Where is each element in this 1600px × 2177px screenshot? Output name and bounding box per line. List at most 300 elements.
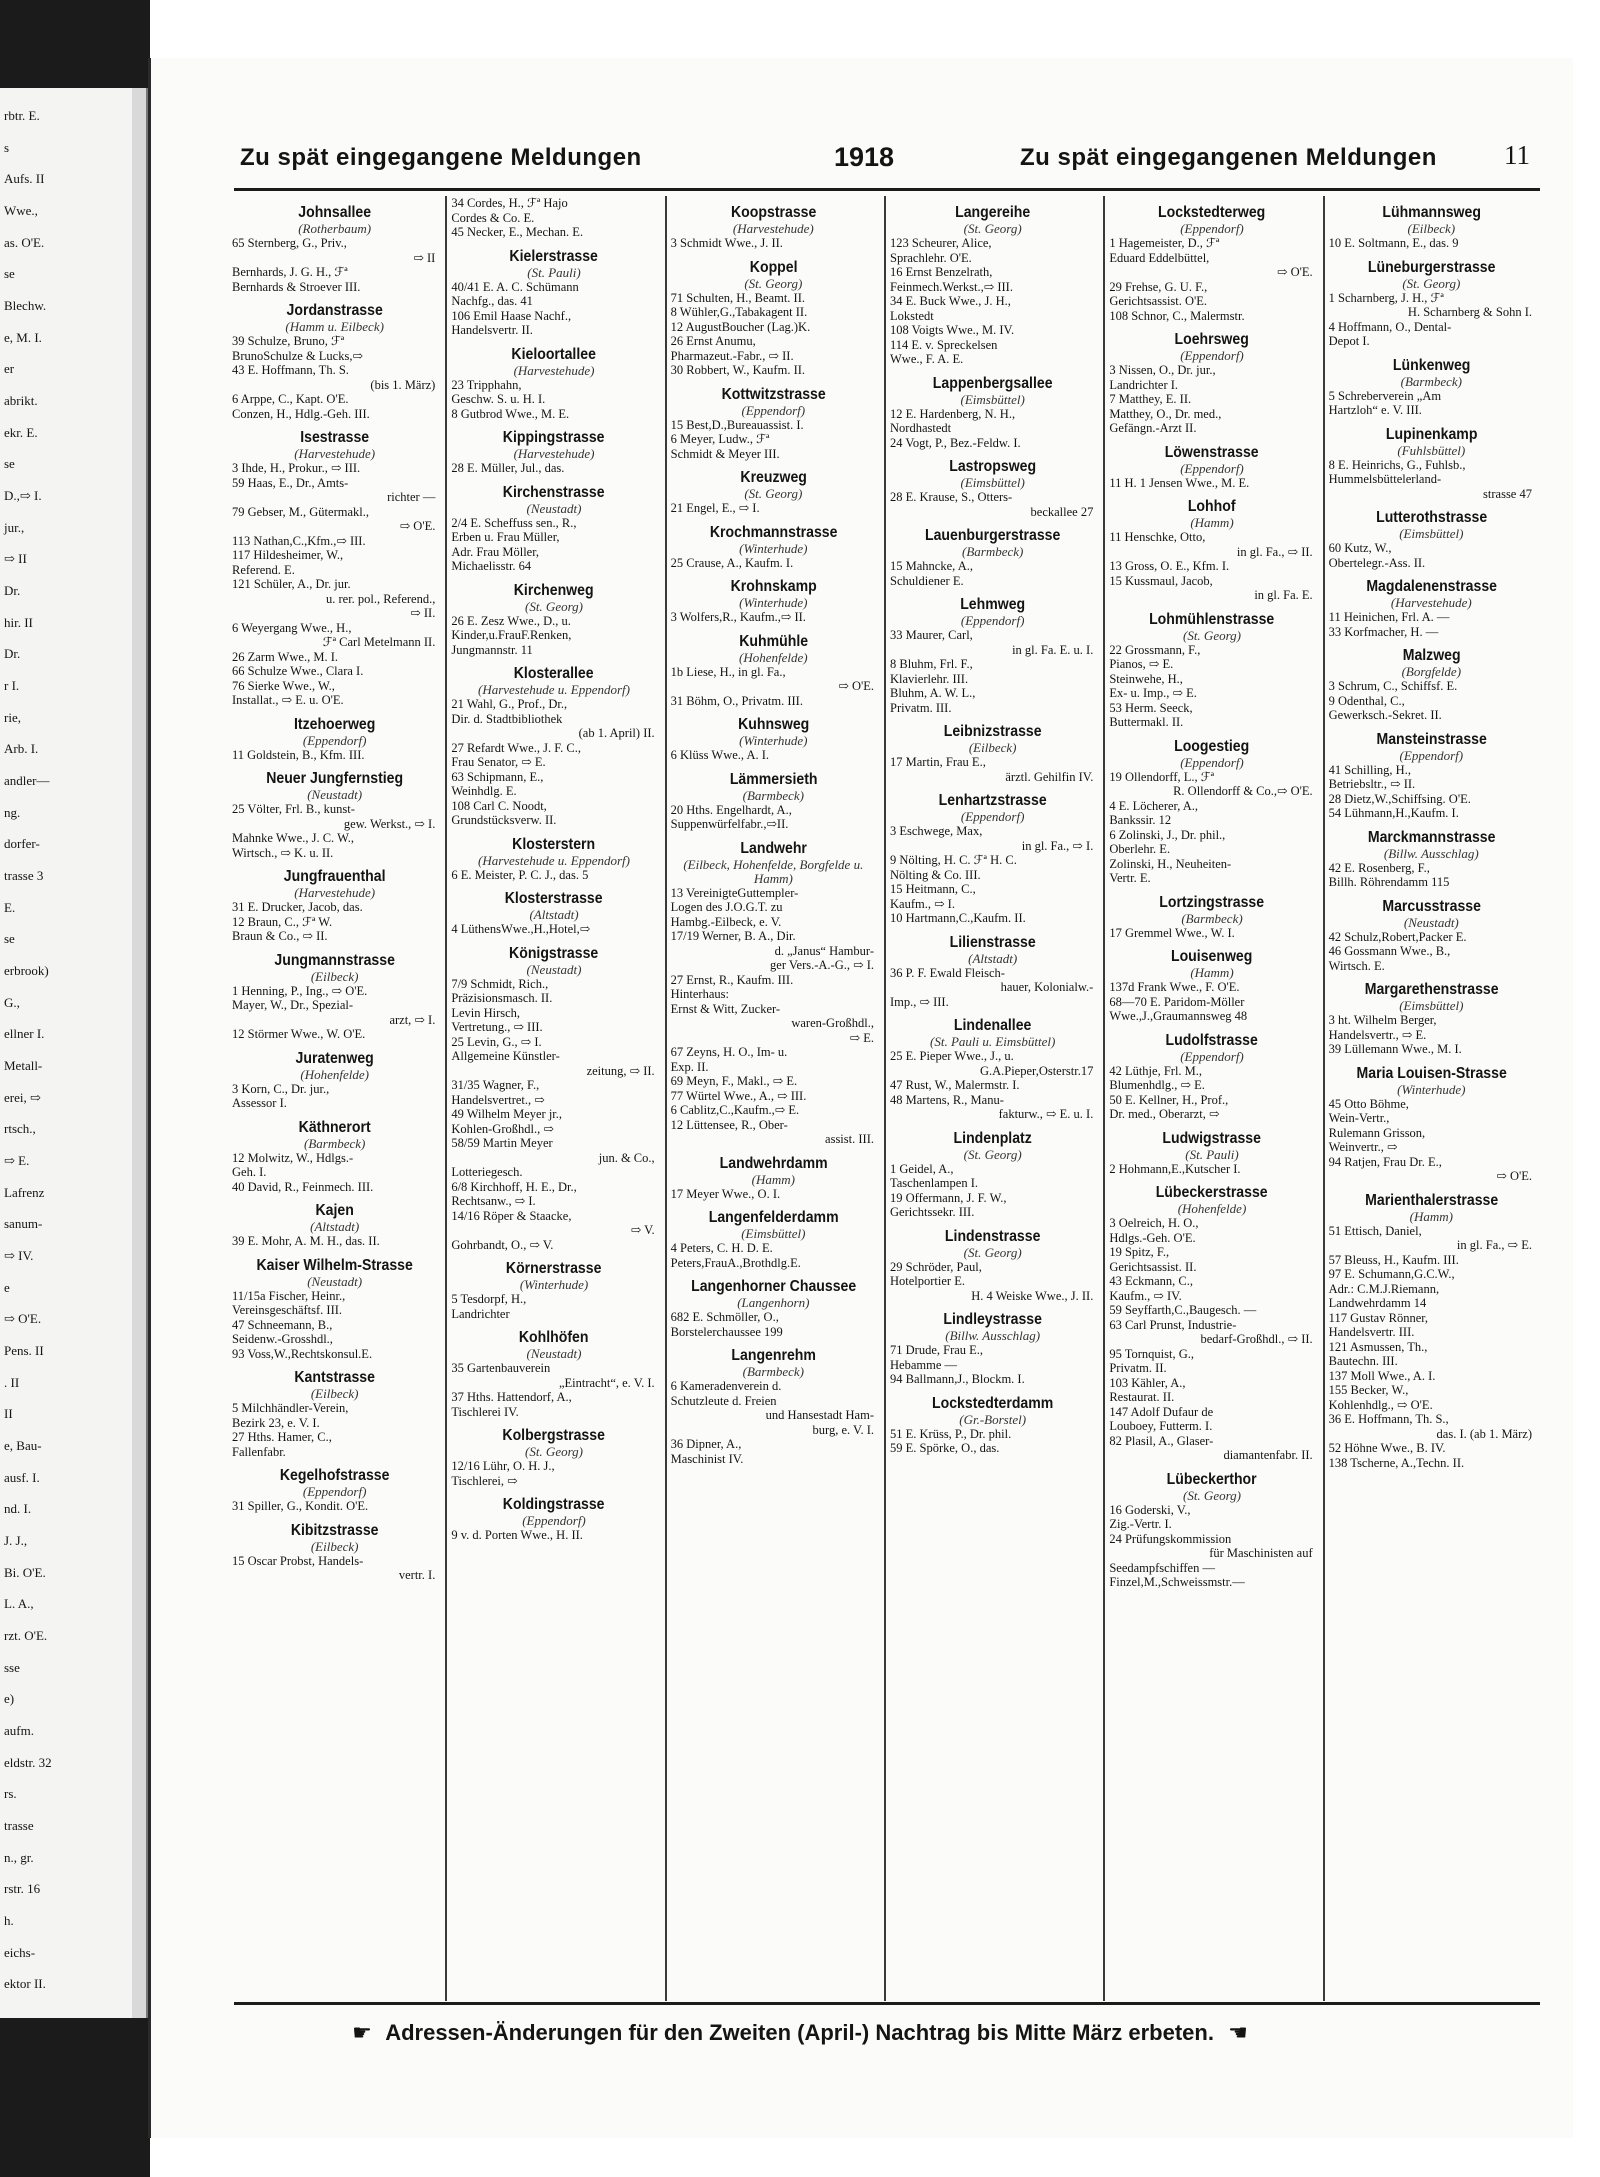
address-entry: Bankssir. 12	[1109, 813, 1172, 827]
previous-page-fragment: se	[4, 456, 15, 472]
district-label: (Winterhude)	[739, 540, 808, 556]
district-label: (Langenhorn)	[737, 1295, 810, 1310]
district-label: (Neustadt)	[526, 961, 582, 977]
header-right-title: Zu spät eingegangenen Meldungen	[1020, 144, 1437, 171]
address-entry: 4 Hoffmann, O., Dental-	[1328, 319, 1452, 334]
address-entry: 25 Crause, A., Kaufm. I.	[670, 555, 794, 570]
entry-continuation: (ab 1. April) II.	[578, 726, 655, 740]
address-entry: 95 Tornquist, G.,	[1109, 1346, 1194, 1361]
previous-page-fragment: rie,	[4, 709, 21, 725]
address-entry: Restaurat. II.	[1109, 1390, 1175, 1404]
address-entry: 16 Goderski, V.,	[1109, 1502, 1191, 1517]
address-entry: 40/41 E. A. C. Schümann	[451, 279, 579, 294]
street-heading: Kippingstrasse	[503, 429, 605, 446]
previous-page-fragment: Dr.	[4, 583, 21, 598]
district-label: (Neustadt)	[307, 787, 363, 802]
previous-page-fragment: ellner I.	[4, 1026, 45, 1042]
previous-page-fragment: ⇨ E.	[4, 1153, 30, 1168]
address-entry: 33 Maurer, Carl,	[890, 628, 973, 642]
district-label: (Eppendorf)	[1180, 221, 1244, 236]
column-divider	[1323, 196, 1325, 2001]
address-entry: 3 ht. Wilhelm Berger,	[1328, 1013, 1437, 1027]
district-label: (St. Pauli u. Eimsbüttel)	[930, 1034, 1056, 1049]
address-entry: 59 E. Spörke, O., das.	[890, 1441, 1000, 1455]
address-entry: 6 Meyer, Ludw., ℱª	[670, 432, 770, 446]
address-entry: Matthey, O., Dr. med.,	[1109, 406, 1222, 421]
address-entry: 82 Plasil, A., Glaser-	[1109, 1433, 1214, 1448]
entry-continuation: burg, e. V. I.	[812, 1422, 874, 1437]
previous-page-fragment: aufm.	[4, 1723, 34, 1738]
address-entry: Bezirk 23, e. V. I.	[232, 1415, 320, 1430]
district-label: (St. Georg)	[524, 1444, 583, 1459]
address-entry: Vertr. E.	[1109, 871, 1151, 885]
address-entry: 11 Heinichen, Frl. A. —	[1328, 610, 1450, 624]
district-label: (Eimsbüttel)	[960, 475, 1025, 490]
entry-continuation: ger Vers.-A.-G., ⇨ I.	[770, 958, 874, 972]
street-heading: Kirchenstrasse	[503, 483, 605, 501]
address-entry: 27 Refardt Wwe., J. F. C.,	[451, 740, 581, 755]
street-heading: Lindleystrasse	[943, 1311, 1042, 1328]
district-label: (St. Georg)	[1182, 627, 1241, 643]
directory-column	[230, 196, 439, 2001]
previous-page-fragment: andler—	[4, 773, 50, 788]
entry-continuation: in gl. Fa. E.	[1254, 588, 1313, 602]
address-entry: 63 Schipmann, E.,	[451, 769, 544, 784]
district-label: (Eilbeck, Hohenfelde, Borgfelde u. Hamm)	[683, 856, 864, 886]
district-label: (Barmbeck)	[961, 544, 1024, 559]
entry-continuation: in gl. Fa., ⇨ I.	[1021, 838, 1094, 853]
address-entry: 28 E. Müller, Jul., das.	[451, 461, 565, 475]
street-heading: Langenrehm	[731, 1347, 816, 1364]
address-entry: 12 E. Hardenberg, N. H.,	[890, 406, 1016, 421]
street-heading: Maria Louisen-Strasse	[1356, 1064, 1507, 1082]
address-entry: 31 Spiller, G., Kondit. O'E.	[232, 1499, 369, 1513]
address-entry: 3 Eschwege, Max,	[890, 824, 983, 838]
address-entry: Erben u. Frau Müller,	[451, 530, 560, 544]
previous-page-fragment: e)	[4, 1691, 15, 1707]
previous-page-fragment: ⇨ II	[4, 551, 27, 567]
address-entry: Wwe.,J.,Graumannsweg 48	[1109, 1009, 1248, 1023]
address-entry: 93 Voss,W.,Rechtskonsul.E.	[232, 1346, 373, 1361]
address-entry: 34 E. Buck Wwe., J. H.,	[890, 294, 1011, 308]
address-entry: 30 Robbert, W., Kaufm. II.	[670, 363, 806, 377]
district-label: (St. Georg)	[744, 275, 803, 291]
street-heading: Margarethenstrasse	[1364, 981, 1499, 998]
address-entry: Maschinist IV.	[670, 1451, 744, 1466]
street-heading: Käthnerort	[298, 1118, 371, 1136]
address-entry: 1 Geidel, A.,	[890, 1161, 954, 1176]
address-entry: Conzen, H., Hdlg.-Geh. III.	[232, 406, 370, 421]
address-entry: 59 Haas, E., Dr., Amts-	[232, 475, 349, 490]
street-heading: Königstrasse	[509, 944, 599, 962]
address-entry: 1 Hagemeister, D., ℱª	[1109, 236, 1220, 250]
address-entry: Logen des J.O.G.T. zu	[670, 900, 783, 914]
footer-text: Adressen-Änderungen für den Zweiten (April-) Nachtrag bis Mitte März erbeten.	[385, 2020, 1214, 2045]
street-heading: Lockstedterweg	[1158, 204, 1266, 221]
address-entry: 36 P. F. Ewald Fleisch-	[890, 965, 1005, 980]
address-entry: 3 Schmidt Wwe., J. II.	[670, 236, 783, 250]
previous-page-fragment: e, Bau-	[4, 1438, 42, 1453]
address-entry: 121 Schüler, A., Dr. jur.	[232, 577, 351, 591]
district-label: (Harvestehude)	[1390, 595, 1472, 610]
address-entry: 50 E. Kellner, H., Prof.,	[1109, 1092, 1229, 1107]
previous-page-fragment: ⇨ O'E.	[4, 1311, 42, 1327]
district-label: (Eimsbüttel)	[1399, 526, 1464, 541]
street-heading: Magdalenenstrasse	[1365, 578, 1497, 595]
street-heading: Itzehoerweg	[293, 715, 376, 733]
address-entry: 117 Hildesheimer, W.,	[232, 548, 344, 562]
previous-page-edge	[0, 88, 132, 2018]
street-heading: Isestrasse	[300, 429, 370, 446]
street-heading: Louisenweg	[1171, 948, 1253, 965]
address-entry: 3 Schrum, C., Schiffsf. E.	[1328, 679, 1458, 693]
address-entry: 26 Zarm Wwe., M. I.	[232, 649, 338, 664]
address-entry: 13 VereinigteGuttempler-	[670, 885, 799, 900]
address-entry: Sprachlehr. O'E.	[890, 250, 972, 265]
street-heading: Lohmühlenstrasse	[1149, 610, 1275, 628]
header-year: 1918	[834, 142, 895, 172]
street-heading: Lortzingstrasse	[1159, 893, 1265, 911]
previous-page-fragment: as. O'E.	[4, 234, 45, 250]
address-entry: 46 Gossmann Wwe., B.,	[1328, 944, 1451, 958]
district-label: (Rotherbaum)	[298, 221, 372, 236]
address-entry: 34 Cordes, H., ℱª Hajo	[451, 196, 568, 210]
address-entry: Gerichtssekr. III.	[890, 1205, 975, 1219]
district-label: (Eppendorf)	[1180, 754, 1244, 770]
previous-page-fragment: Blechw.	[4, 298, 47, 313]
address-entry: Ex- u. Imp., ⇨ E.	[1109, 686, 1197, 700]
address-entry: Geschw. S. u. H. I.	[451, 392, 546, 406]
previous-page-fragment: Aufs. II	[4, 171, 45, 187]
address-entry: 3 Wolfers,R., Kaufm.,⇨ II.	[670, 610, 806, 624]
address-entry: 3 Ihde, H., Prokur., ⇨ III.	[232, 461, 361, 475]
street-heading: Kajen	[315, 1202, 354, 1219]
address-entry: Zolinski, H., Neuheiten-	[1109, 856, 1232, 871]
previous-page-fragment: Metall-	[4, 1058, 43, 1073]
street-heading: Juratenweg	[295, 1049, 374, 1067]
street-heading: Loehrsweg	[1174, 331, 1250, 348]
street-heading: Koldingstrasse	[503, 1496, 605, 1513]
district-label: (Eilbeck)	[310, 1386, 359, 1401]
address-entry: Bluhm, A. W. L.,	[890, 686, 976, 700]
district-label: (Billw. Ausschlag)	[1383, 845, 1479, 861]
address-entry: Installat., ⇨ E. u. O'E.	[232, 693, 344, 707]
address-entry: 108 Carl C. Noodt,	[451, 798, 547, 813]
street-heading: Lehmweg	[960, 596, 1026, 613]
directory-column	[1327, 196, 1536, 2001]
address-entry: 6/8 Kirchhoff, H. E., Dr.,	[451, 1179, 577, 1194]
street-heading: Lünkenweg	[1392, 356, 1471, 374]
address-entry: Hartzloh“ e. V. III.	[1328, 403, 1422, 417]
address-entry: Wirtsch. E.	[1328, 958, 1385, 973]
previous-page-fragment: E.	[4, 899, 16, 915]
directory-column	[1107, 196, 1316, 2001]
address-entry: 39 Lüllemann Wwe., M. I.	[1328, 1042, 1462, 1056]
address-entry: Dir. d. Stadtbibliothek	[451, 711, 563, 726]
previous-page-fragment: r I.	[4, 678, 20, 693]
district-label: (Neustadt)	[307, 1273, 363, 1289]
district-label: (Eimsbüttel)	[741, 1226, 806, 1241]
page-gutter	[132, 88, 148, 2018]
previous-page-fragment: eldstr. 32	[4, 1754, 52, 1770]
street-heading: Löwenstrasse	[1165, 443, 1259, 461]
district-label: (Gr.-Borstel)	[959, 1411, 1027, 1427]
district-label: (Billw. Ausschlag)	[945, 1328, 1041, 1343]
address-entry: Depot I.	[1328, 334, 1370, 348]
address-entry: Gewerksch.-Sekret. II.	[1328, 708, 1442, 722]
district-label: (Borgfelde)	[1401, 664, 1462, 679]
address-entry: Suppenwürfelfabr.,⇨II.	[670, 817, 789, 831]
directory-column	[669, 196, 878, 2001]
address-entry: 45 Otto Böhme,	[1328, 1096, 1409, 1111]
address-entry: 39 E. Mohr, A. M. H., das. II.	[232, 1234, 380, 1248]
entry-continuation: ⇨ II.	[410, 606, 436, 620]
address-entry: 12 Molwitz, W., Hdlgs.-	[232, 1150, 354, 1165]
address-entry: 17 Meyer Wwe., O. I.	[670, 1186, 781, 1201]
previous-page-fragment: ng.	[4, 804, 21, 820]
address-entry: 1b Liese, H., in gl. Fa.,	[670, 664, 786, 679]
address-entry: 49 Wilhelm Meyer jr.,	[451, 1107, 563, 1121]
address-entry: Pianos, ⇨ E.	[1109, 657, 1174, 671]
address-entry: Peters,FrauA.,Brothdlg.E.	[670, 1255, 801, 1270]
street-heading: Koopstrasse	[730, 204, 816, 221]
address-entry: Steinwehe, H.,	[1109, 671, 1183, 686]
address-entry: 19 Ollendorff, L., ℱª	[1109, 769, 1215, 784]
address-entry: 51 Ettisch, Daniel,	[1328, 1223, 1422, 1238]
district-label: (Altstadt)	[529, 907, 579, 922]
address-entry: Hotelportier E.	[890, 1274, 965, 1288]
district-label: (Barmbeck)	[742, 1364, 804, 1379]
street-heading: Kielerstrasse	[509, 247, 599, 265]
address-entry: 4 E. Löcherer, A.,	[1109, 798, 1199, 813]
address-entry: 28 E. Krause, S., Otters-	[890, 490, 1013, 504]
district-label: (Eppendorf)	[1180, 460, 1244, 476]
district-label: (Eppendorf)	[522, 1513, 586, 1528]
address-entry: Jungmannstr. 11	[451, 642, 533, 657]
previous-page-fragment: s	[4, 139, 10, 155]
address-entry: 11 Goldstein, B., Kfm. III.	[232, 747, 365, 762]
street-heading: Kuhnsweg	[737, 716, 809, 733]
previous-page-fragment: erei, ⇨	[4, 1089, 41, 1105]
street-heading: Landwehr	[740, 839, 807, 857]
address-entry: 31 E. Drucker, Jacob, das.	[232, 900, 363, 914]
previous-page-fragment: Dr.	[4, 646, 21, 662]
entry-continuation: assist. III.	[825, 1132, 874, 1146]
address-entry: 65 Sternberg, G., Priv.,	[232, 236, 347, 250]
pointing-hand-right-icon: ☛	[352, 2020, 372, 2045]
address-entry: Handelsvertr. II.	[451, 323, 533, 337]
address-entry: 14/16 Röper & Staacke,	[451, 1208, 572, 1223]
address-entry: 22 Grossmann, F.,	[1109, 642, 1201, 657]
district-label: (Hamm u. Eilbeck)	[285, 319, 384, 334]
address-entry: 25 E. Pieper Wwe., J., u.	[890, 1049, 1014, 1063]
address-entry: 25 Levin, G., ⇨ I.	[451, 1034, 542, 1049]
address-entry: 29 Schröder, Paul,	[890, 1259, 982, 1274]
entry-continuation: jun. & Co.,	[598, 1150, 655, 1165]
district-label: (Harvestehude u. Eppendorf)	[477, 682, 630, 697]
address-entry: 42 E. Rosenberg, F.,	[1328, 860, 1430, 875]
address-entry: Lokstedt	[890, 308, 934, 323]
previous-page-fragment: nd. I.	[4, 1501, 32, 1517]
address-entry: 94 Ratjen, Frau Dr. E.,	[1328, 1154, 1442, 1169]
street-heading: Marckmannstrasse	[1367, 828, 1496, 846]
entry-continuation: d. „Janus“ Hambur-	[774, 943, 874, 958]
address-entry: 17/19 Werner, B. A., Dir.	[670, 929, 796, 943]
address-entry: Hebamme —	[890, 1357, 957, 1372]
address-entry: 5 Tesdorpf, H.,	[451, 1292, 527, 1306]
previous-page-fragment: rzt. O'E.	[4, 1628, 48, 1643]
address-entry: 12/16 Lühr, O. H. J.,	[451, 1459, 555, 1473]
entry-continuation: ⇨ O'E.	[1277, 265, 1313, 279]
address-entry: Grundstücksverw. II.	[451, 813, 557, 827]
directory-column	[449, 196, 658, 2001]
street-heading: Kantstrasse	[294, 1369, 375, 1386]
address-entry: Handelsvertret., ⇨	[451, 1092, 545, 1107]
previous-page-fragment: ektor II.	[4, 1976, 46, 1992]
entry-continuation: fakturw., ⇨ E. u. I.	[998, 1107, 1094, 1121]
address-entry: 27 Hths. Hamer, C.,	[232, 1430, 332, 1444]
address-entry: 63 Carl Prunst, Industrie-	[1109, 1317, 1237, 1332]
column-divider	[665, 196, 667, 2001]
street-heading: Langenfelderdamm	[708, 1209, 839, 1226]
address-entry: 21 Engel, E., ⇨ I.	[670, 501, 760, 515]
address-entry: 682 E. Schmöller, O.,	[670, 1310, 779, 1324]
address-entry: 97 E. Schumann,G.C.W.,	[1328, 1267, 1455, 1281]
address-entry: 15 Best,D.,Bureauassist. I.	[670, 417, 804, 432]
address-entry: 54 Lühmann,H.,Kaufm. I.	[1328, 806, 1459, 820]
address-entry: Geh. I.	[232, 1165, 267, 1179]
address-entry: Landrichter I.	[1109, 377, 1179, 392]
address-entry: Referend. E.	[232, 562, 295, 577]
street-heading: Lindenallee	[953, 1017, 1032, 1034]
previous-page-fragment: Bi. O'E.	[4, 1564, 46, 1580]
address-entry: 7 Matthey, E. II.	[1109, 392, 1192, 406]
address-entry: Mahnke Wwe., J. C. W.,	[232, 831, 354, 845]
address-entry: 10 E. Soltmann, E., das. 9	[1328, 236, 1459, 250]
address-entry: 20 Hths. Engelhardt, A.,	[670, 802, 792, 817]
entry-continuation: beckallee 27	[1030, 504, 1094, 519]
address-entry: 24 Vogt, P., Bez.-Feldw. I.	[890, 435, 1021, 450]
address-entry: 19 Spitz, F.,	[1109, 1245, 1170, 1259]
previous-page-fragment: . II	[4, 1374, 20, 1390]
header-left-title: Zu spät eingegangene Meldungen	[240, 144, 642, 171]
address-entry: Kohlen-Großhdl., ⇨	[451, 1121, 554, 1136]
address-entry: 23 Tripphahn,	[451, 377, 522, 392]
address-entry: Adr.: C.M.J.Riemann,	[1328, 1281, 1440, 1296]
address-entry: 15 Oscar Probst, Handels-	[232, 1553, 364, 1568]
address-entry: 71 Schulten, H., Beamt. II.	[670, 290, 806, 305]
street-heading: Loogestieg	[1174, 737, 1250, 755]
address-entry: Kinder,u.FrauF.Renken,	[451, 628, 572, 642]
entry-continuation: gew. Werkst., ⇨ I.	[343, 816, 436, 831]
address-entry: Buttermakl. II.	[1109, 715, 1184, 729]
address-entry: 6 Kameradenverein d.	[670, 1379, 782, 1393]
address-entry: Assessor I.	[232, 1096, 287, 1110]
address-entry: 31/35 Wagner, F.,	[451, 1078, 540, 1092]
district-label: (Altstadt)	[310, 1219, 360, 1234]
entry-continuation: ⇨ O'E.	[1496, 1169, 1532, 1183]
address-entry: Levin Hirsch,	[451, 1005, 521, 1020]
street-heading: Malzweg	[1402, 647, 1461, 664]
address-entry: Tischlerei, ⇨	[451, 1473, 518, 1488]
entry-continuation: und Hansestadt Ham-	[765, 1408, 874, 1422]
address-entry: 13 Gross, O. E., Kfm. I.	[1109, 559, 1230, 573]
address-entry: 36 Dipner, A.,	[670, 1437, 742, 1451]
address-entry: Landrichter	[451, 1306, 510, 1321]
district-label: (Harvestehude)	[513, 446, 595, 461]
street-heading: Kohlhöfen	[519, 1329, 589, 1346]
previous-page-fragment: rbtr. E.	[4, 108, 40, 123]
street-heading: Kegelhofstrasse	[279, 1467, 390, 1484]
address-entry: Vertretung., ⇨ III.	[451, 1020, 543, 1034]
entry-continuation: R. Ollendorff & Co.,⇨ O'E.	[1173, 784, 1313, 798]
address-entry: 40 David, R., Feinmech. III.	[232, 1179, 374, 1194]
district-label: (Eppendorf)	[1180, 1048, 1244, 1064]
address-entry: 103 Kähler, A.,	[1109, 1375, 1186, 1390]
address-entry: Gohrbandt, O., ⇨ V.	[451, 1237, 554, 1252]
district-label: (Altstadt)	[968, 950, 1018, 966]
address-entry: 17 Gremmel Wwe., W. I.	[1109, 925, 1235, 940]
previous-page-fragment: jur.,	[4, 519, 25, 535]
previous-page-fragment: D.,⇨ I.	[4, 488, 42, 503]
address-entry: 3 Nissen, O., Dr. jur.,	[1109, 363, 1216, 377]
district-label: (Neustadt)	[526, 500, 582, 516]
previous-page-fragment: dorfer-	[4, 836, 40, 852]
entry-continuation: G.A.Pieper,Osterstr.17	[979, 1063, 1094, 1078]
district-label: (Fuhlsbüttel)	[1397, 442, 1466, 458]
previous-page-fragment: n., gr.	[4, 1849, 34, 1865]
address-entry: 11 Henschke, Otto,	[1109, 530, 1206, 544]
address-entry: 43 E. Hoffmann, Th. S.	[232, 363, 349, 377]
address-entry: 19 Offermann, J. F. W.,	[890, 1190, 1007, 1205]
district-label: (Hamm)	[1190, 515, 1234, 530]
street-heading: Lühmannsweg	[1382, 204, 1481, 221]
district-label: (Eilbeck)	[310, 1538, 359, 1554]
address-entry: 57 Bleuss, H., Kaufm. III.	[1328, 1252, 1459, 1267]
entry-continuation: ⇨ V.	[630, 1223, 655, 1237]
street-heading: Lindenplatz	[953, 1129, 1032, 1147]
address-entry: 41 Schilling, H.,	[1328, 762, 1411, 777]
previous-page-fragment: G.,	[4, 994, 20, 1010]
entry-continuation: ⇨ E.	[849, 1030, 874, 1045]
address-entry: 76 Sierke Wwe., W.,	[232, 678, 335, 693]
address-entry: 8 E. Heinrichs, G., Fuhlsb.,	[1328, 457, 1466, 472]
street-heading: Jungfrauenthal	[283, 868, 386, 885]
address-entry: Kaufm., ⇨ IV.	[1109, 1288, 1182, 1303]
address-entry: 58/59 Martin Meyer	[451, 1136, 553, 1150]
address-entry: 69 Meyn, F., Makl., ⇨ E.	[670, 1074, 798, 1088]
address-entry: Obertelegr.-Ass. II.	[1328, 555, 1426, 570]
address-entry: Dr. med., Oberarzt, ⇨	[1109, 1107, 1220, 1121]
address-entry: Ernst & Witt, Zucker-	[670, 1001, 781, 1016]
address-entry: 4 LüthensWwe.,H.,Hotel,⇨	[451, 922, 591, 936]
street-heading: Lämmersieth	[729, 770, 818, 788]
address-entry: Borstelerchaussee 199	[670, 1324, 783, 1339]
address-entry: Hummelsbüttelerland-	[1328, 472, 1442, 486]
address-entry: 67 Zeyns, H. O., Im- u.	[670, 1045, 788, 1059]
previous-page-fragment: L. A.,	[4, 1596, 34, 1612]
address-entry: 94 Ballmann,J., Blockm. I.	[890, 1372, 1025, 1386]
address-entry: Vereinsgeschäftsf. III.	[232, 1303, 343, 1317]
address-entry: 5 Schreberverein „Am	[1328, 388, 1442, 403]
street-heading: Lockstedterdamm	[932, 1394, 1054, 1412]
entry-continuation: in gl. Fa. E. u. I.	[1012, 642, 1094, 657]
previous-page-fragment: ausf. I.	[4, 1469, 40, 1485]
district-label: (St. Georg)	[744, 486, 803, 501]
previous-page-fragment: rs.	[4, 1786, 17, 1802]
address-entry: Hinterhaus:	[670, 987, 729, 1001]
address-entry: 3 Korn, C., Dr. jur.,	[232, 1081, 330, 1096]
